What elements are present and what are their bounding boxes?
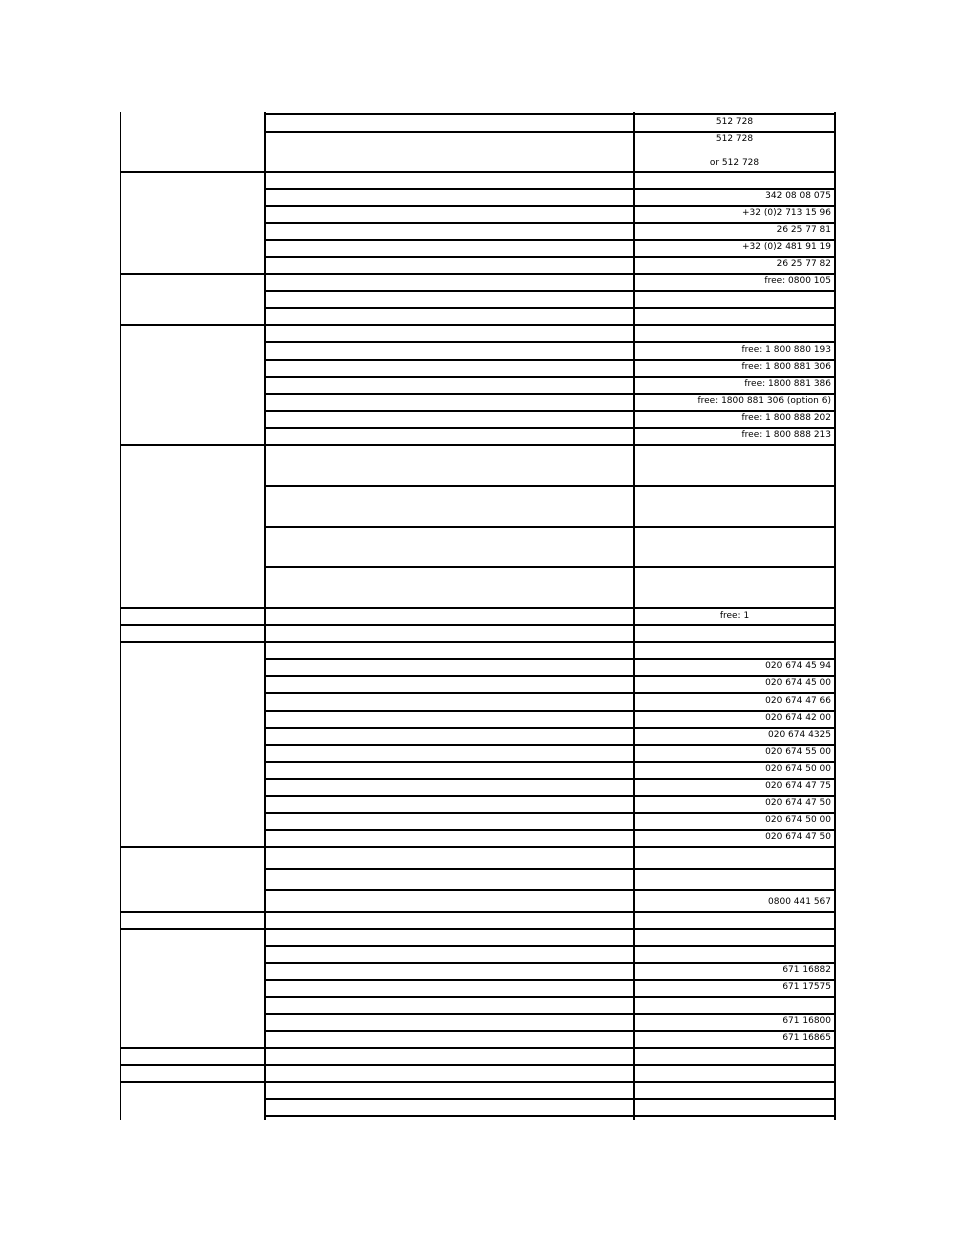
table-rule [120, 624, 836, 626]
table-rule [264, 205, 836, 207]
phone-number: 0800 441 567 [768, 897, 831, 907]
table-rule [264, 1115, 836, 1117]
phone-number: free: 1 [719, 611, 750, 621]
table-rule [264, 1098, 836, 1100]
phone-number: 342 08 08 075 [765, 191, 831, 201]
table-rule [264, 359, 836, 361]
table-rule [264, 658, 836, 660]
table-rule [120, 641, 836, 643]
table-rule [264, 761, 836, 763]
table-rule [264, 188, 836, 190]
phone-number: 671 16865 [782, 1033, 831, 1043]
table-rule [264, 744, 836, 746]
table-rule [264, 889, 836, 891]
phone-number: 020 674 45 94 [765, 661, 831, 671]
phone-number: 020 674 47 50 [765, 832, 831, 842]
table-rule [264, 526, 836, 528]
phone-number: 020 674 45 00 [765, 678, 831, 688]
phone-number: 512 728 [715, 134, 754, 144]
table-rule [264, 113, 836, 115]
table-rule [264, 485, 836, 487]
table-rule [264, 1030, 836, 1032]
table-rule [120, 846, 836, 848]
phone-number: free: 1 800 880 193 [741, 345, 831, 355]
table-rule [120, 1047, 836, 1049]
phone-number: or 512 728 [709, 158, 760, 168]
table-rule [264, 1013, 836, 1015]
table-rule [264, 307, 836, 309]
phone-number: free: 1800 881 386 [744, 379, 831, 389]
table-rule [120, 911, 836, 913]
phone-number: free: 0800 105 [764, 276, 831, 286]
table-rule [120, 324, 836, 326]
table-rule [120, 273, 836, 275]
table-rule [120, 928, 836, 930]
table-rule [264, 393, 836, 395]
phone-number: 020 674 42 00 [765, 713, 831, 723]
table-rule [264, 341, 836, 343]
table-rule [264, 112, 266, 1120]
table-rule [264, 239, 836, 241]
table-rule [264, 710, 836, 712]
phone-number: 020 674 50 00 [765, 764, 831, 774]
table-rule [264, 778, 836, 780]
table-rule [264, 222, 836, 224]
table-rule [264, 945, 836, 947]
table-rule [120, 1081, 836, 1083]
table-rule [264, 410, 836, 412]
table-rule [834, 112, 836, 1120]
phone-number: 020 674 4325 [768, 730, 831, 740]
phone-number: free: 1800 881 306 (option 6) [697, 396, 831, 406]
table-rule [120, 112, 121, 1120]
phone-number: 020 674 47 75 [765, 781, 831, 791]
table-rule [120, 607, 836, 609]
table-rule [264, 675, 836, 677]
table-rule [120, 171, 836, 173]
phone-number: 26 25 77 81 [776, 225, 831, 235]
phone-number: 020 674 50 00 [765, 815, 831, 825]
phone-number: 26 25 77 82 [776, 259, 831, 269]
table-rule [264, 256, 836, 258]
phone-number: 671 16800 [782, 1016, 831, 1026]
table-rule [120, 1064, 836, 1066]
phone-number: 512 728 [715, 117, 754, 127]
phone-number: +32 (0)2 481 91 19 [742, 242, 831, 252]
phone-number: 020 674 47 66 [765, 696, 831, 706]
phone-number: 671 17575 [782, 982, 831, 992]
phone-number: 020 674 55 00 [765, 747, 831, 757]
phone-number: +32 (0)2 713 15 96 [742, 208, 831, 218]
phone-number: free: 1 800 881 306 [741, 362, 831, 372]
table-rule [264, 795, 836, 797]
phone-number: 671 16882 [782, 965, 831, 975]
table-rule [264, 427, 836, 429]
table-rule [264, 812, 836, 814]
table-rule [264, 868, 836, 870]
table-rule [264, 290, 836, 292]
phone-number: free: 1 800 888 202 [741, 413, 831, 423]
phone-number: free: 1 800 888 213 [741, 430, 831, 440]
phone-number: 020 674 47 50 [765, 798, 831, 808]
table-rule [264, 692, 836, 694]
table-rule [264, 979, 836, 981]
table-rule [264, 131, 836, 133]
table-rule [264, 727, 836, 729]
table-rule [120, 444, 836, 446]
table-rule [264, 376, 836, 378]
table-rule [264, 566, 836, 568]
table-rule [264, 962, 836, 964]
table-rule [264, 829, 836, 831]
table-rule [264, 996, 836, 998]
